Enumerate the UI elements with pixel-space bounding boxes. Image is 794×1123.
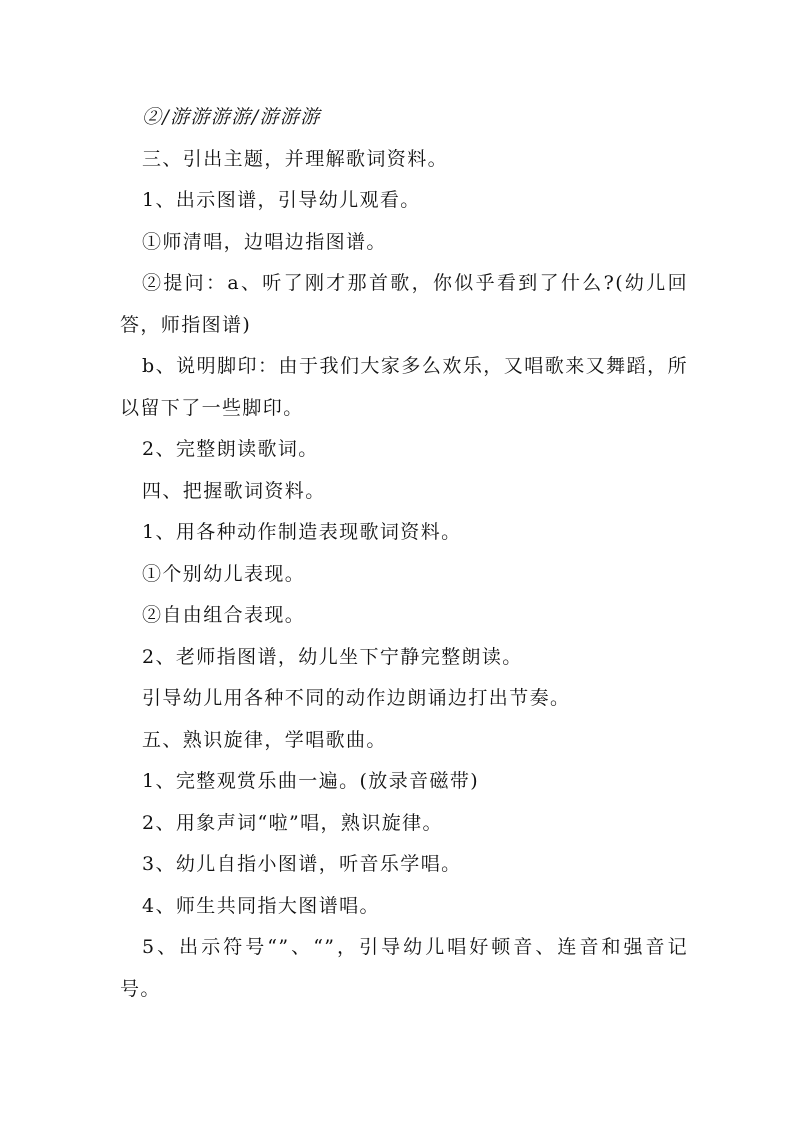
paragraph-step-2: 2、完整朗读歌词。	[142, 438, 319, 460]
paragraph-sub-b: b、说明脚印：由于我们大家多么欢乐，又唱歌来又舞蹈，所以留下了一些脚印。	[120, 355, 688, 419]
paragraph-step-1b: 1、用各种动作制造表现歌词资料。	[142, 521, 462, 543]
paragraph-sub-1b: ①个别幼儿表现。	[142, 562, 306, 585]
paragraph-step-3c: 3、幼儿自指小图谱，听音乐学唱。	[142, 853, 462, 875]
paragraph-sub-2: ②提问：a、听了刚才那首歌，你似乎看到了什么?(幼儿回答，师指图谱)	[120, 272, 688, 336]
paragraph-step-1: 1、出示图谱，引导幼儿观看。	[142, 189, 421, 211]
section-heading-three: 三、引出主题，并理解歌词资料。	[142, 147, 449, 170]
paragraph-sub-1: ①师清唱，边唱边指图谱。	[142, 230, 387, 253]
paragraph-step-2c: 2、用象声词“啦”唱，熟识旋律。	[142, 811, 443, 834]
paragraph-step-4c: 4、师生共同指大图谱唱。	[142, 894, 380, 917]
paragraph-step-1c: 1、完整观赏乐曲一遍。(放录音磁带)	[142, 770, 480, 792]
paragraph-sub-2b: ②自由组合表现。	[142, 604, 306, 626]
paragraph-step-2b: 2、老师指图谱，幼儿坐下宁静完整朗读。	[142, 645, 523, 668]
paragraph-chant-line: ②/游游游游/游游游	[142, 106, 321, 128]
section-heading-five: 五、熟识旋律，学唱歌曲。	[142, 728, 387, 751]
paragraph-step-5c: 5、出示符号“”、“”，引导幼儿唱好顿音、连音和强音记号。	[120, 936, 688, 1000]
paragraph-guide: 引导幼儿用各种不同的动作边朗诵边打出节奏。	[142, 687, 571, 709]
document-body	[120, 97, 688, 1010]
section-heading-four: 四、把握歌词资料。	[142, 479, 326, 502]
